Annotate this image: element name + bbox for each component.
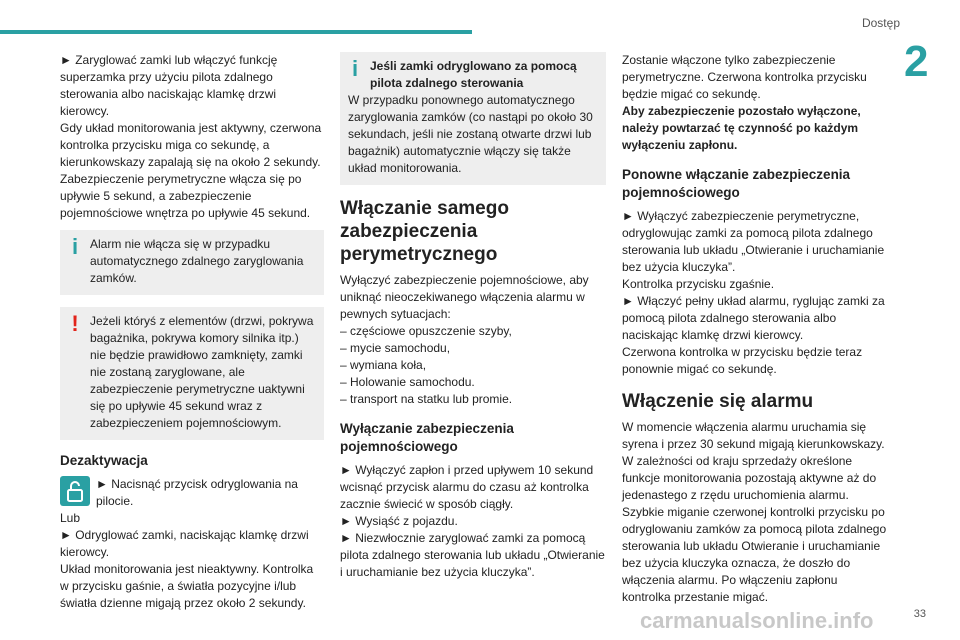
paragraph: ► Odryglować zamki, naciskając klamkę drzwi kierowcy.	[60, 528, 309, 559]
section-heading: Włączanie samego zabezpieczenia perymetrycznego	[340, 198, 509, 265]
list-item: – mycie samochodu,	[340, 341, 451, 355]
info-note-title: Jeśli zamki odryglowano za pomocą pilota zdalnego sterowania	[370, 59, 577, 90]
paragraph: ► Włączyć pełny układ alarmu, ryglując zamki za pomocą pilota zdalnego sterowania albo naciskając klamkę drzwi kierowcy.	[622, 294, 885, 342]
deactivation-row	[60, 476, 324, 510]
watermark: carmanualsonline.info	[640, 608, 874, 633]
section-title: Dostęp	[861, 16, 900, 30]
paragraph: ► Wyłączyć zapłon i przed upływem 10 sekund wcisnąć przycisk alarmu do czasu aż kontrolka zacznie świecić w sposób ciągły.	[340, 463, 594, 511]
paragraph: Czerwona kontrolka w przycisku będzie teraz ponownie migać co sekundę.	[622, 345, 863, 376]
paragraph: ► Niezwłocznie zaryglować zamki za pomocą pilota zdalnego sterowania lub układu „Otwieranie i uruchamianie bez użycia kluczyka”.	[340, 531, 605, 579]
column-2	[340, 52, 606, 581]
paragraph: W momencie włączenia alarmu uruchamia się syrena i przez 30 sekund migają kierunkowskazy.	[622, 420, 885, 451]
paragraph: Zostanie włączone tylko zabezpieczenie perymetryczne. Czerwona kontrolka przycisku będzie migać co sekundę.	[622, 53, 867, 101]
unlock-icon	[60, 476, 90, 506]
paragraph: W zależności od kraju sprzedaży określone funkcje monitorowania pozostają aktywne aż do jedenastego z rzędu uruchomienia alarmu.	[622, 454, 877, 502]
info-note-text: W przypadku ponownego automatycznego zaryglowania zamków (co nastąpi po około 30 sekundach, jeśli nie zostaną otwarte drzwi lub bagażnik) automatycznie włączy się także układ monitorowania.	[348, 93, 593, 175]
paragraph: Wyłączyć zabezpieczenie pojemnościowe, aby uniknąć nieoczekiwanego włączenia alarmu w pewnych sytuacjach:	[340, 273, 589, 321]
paragraph: Układ monitorowania jest nieaktywny. Kontrolka w przycisku gaśnie, a światła pozycyjne i/lub światła dzienne migają przez około 2 sekundy.	[60, 562, 314, 610]
paragraph-bold: Aby zabezpieczenie pozostało wyłączone, należy powtarzać tę czynność po każdym wyłączeniu zapłonu.	[622, 104, 861, 152]
info-icon: i	[351, 56, 359, 81]
list-item: – wymiana koła,	[340, 358, 427, 372]
warning-note	[60, 307, 324, 440]
list-item: – częściowe opuszczenie szyby,	[340, 324, 512, 338]
info-note-text: Alarm nie włącza się w przypadku automatycznego zdalnego zaryglowania zamków.	[90, 237, 304, 285]
paragraph: ► Wysiąść z pojazdu.	[340, 514, 458, 528]
paragraph: Lub	[60, 511, 81, 525]
paragraph: Zabezpieczenie perymetryczne włącza się po upływie 5 sekund, a zabezpieczenie pojemnościowe wnętrza po upływie 45 sekund.	[60, 172, 311, 220]
deactivation-heading: Dezaktywacja	[60, 453, 148, 468]
subsection-heading: Ponowne włączanie zabezpieczenia pojemnościowego	[622, 167, 851, 200]
subsection-heading: Wyłączanie zabezpieczenia pojemnościowego	[340, 421, 514, 454]
list-item: – Holowanie samochodu.	[340, 375, 475, 389]
deactivation-step: ► Nacisnąć przycisk odryglowania na pilocie.	[96, 477, 298, 508]
column-3	[622, 52, 888, 606]
paragraph: ► Wyłączyć zabezpieczenie perymetryczne, odryglowując zamki za pomocą pilota zdalnego sterowania lub układu „Otwieranie i uruchamianie bez użycia kluczyka”.	[622, 209, 885, 274]
section-heading: Włączenie się alarmu	[622, 391, 814, 412]
page-number: 33	[913, 608, 926, 620]
info-note	[60, 230, 324, 295]
column-1	[60, 52, 324, 612]
paragraph: Szybkie miganie czerwonej kontrolki przycisku po odryglowaniu zamków za pomocą pilota zdalnego sterowania lub układu Otwieranie i uruchamianie bez użycia kluczyka oznacza, że doszło do włączenia alarmu. Po włączeniu zapłonu kontrolka przestanie migać.	[622, 505, 887, 604]
chapter-number: 2	[904, 37, 929, 86]
warning-icon: !	[71, 311, 79, 336]
warning-note-text: Jeżeli któryś z elementów (drzwi, pokrywa bagażnika, pokrywa komory silnika itp.) nie będzie prawidłowo zamknięty, zamki nie zostaną zaryglowane, ale zabezpieczenie perymetryczne uaktywni się po upływie 45 sekund wraz z zabezpieczeniem pojemnościowym.	[90, 314, 314, 430]
info-note	[340, 52, 606, 185]
info-icon: i	[71, 234, 79, 259]
paragraph: Gdy układ monitorowania jest aktywny, czerwona kontrolka przycisku miga co sekundę, a kierunkowskazy zapalają się na około 2 sekundy.	[60, 121, 322, 169]
paragraph: ► Zaryglować zamki lub włączyć funkcję superzamka przy użyciu pilota zdalnego sterowania albo naciskając klamkę drzwi kierowcy.	[60, 53, 278, 118]
header-accent-bar	[0, 30, 472, 34]
list-item: – transport na statku lub promie.	[340, 392, 513, 406]
paragraph: Kontrolka przycisku zgaśnie.	[622, 277, 775, 291]
